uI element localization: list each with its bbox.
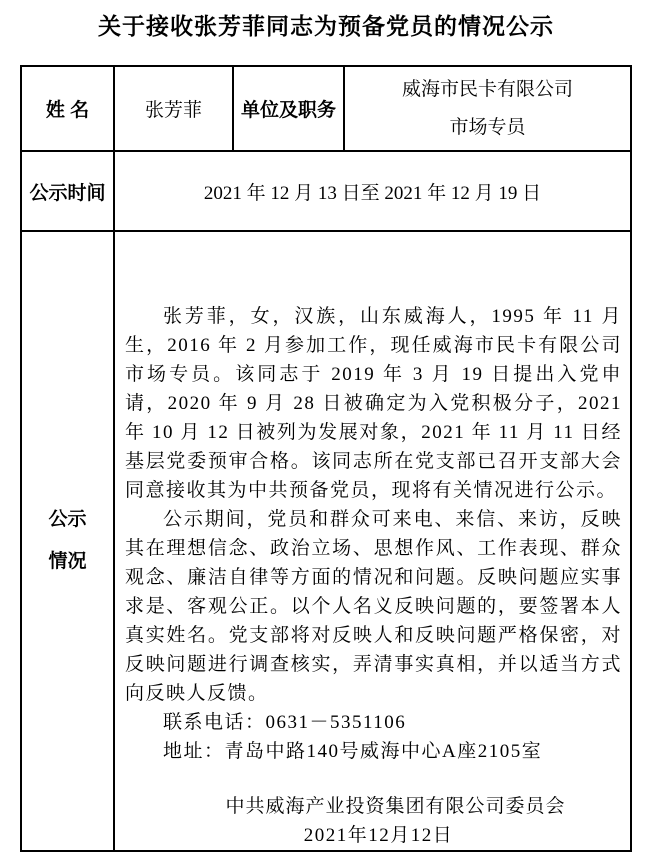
status-label-line2: 情况 [48,551,87,572]
document-title: 关于接收张芳菲同志为预备党员的情况公示 [98,13,554,39]
status-label-cell [21,231,114,851]
contact-phone-line: 联系电话：0631－5351106 [163,712,407,733]
status-paragraph-feedback: 公示期间，党员和群众可来电、来信、来访，反映其在理想信念、政治立场、思想作风、工作表现、群众观念、廉洁自律等方面的情况和问题。反映问题应实事求是、客观公正。以个人名义反映问题的，要签署本人真实姓名。党支部将对反映人和反映问题严格保密，对反映问题进行调查核实，弄清事实真相，并以适当方式向反映人反馈。 [125,509,622,704]
unit-value-cell [344,66,631,151]
time-value-cell: 2021 年 12 月 13 日至 2021 年 12 月 19 日 [114,151,631,231]
signature-date-line: 2021年12月12日 [303,825,454,846]
unit-label-cell: 单位及职务 [233,66,344,151]
status-label-line1: 公示 [48,509,87,530]
unit-company-line: 威海市民卡有限公司 [401,78,573,100]
status-content [115,232,630,850]
name-label-cell: 姓 名 [21,66,114,151]
status-content-cell [114,231,631,851]
signature-org-line: 中共威海产业投资集团有限公司委员会 [225,796,566,817]
table-row-time [21,151,631,231]
name-value-cell: 张芳菲 [114,66,233,151]
signature-block [125,792,622,850]
status-paragraph-biography: 张芳菲，女，汉族，山东威海人，1995 年 11 月生，2016 年 2 月参加工作，现任威海市民卡有限公司市场专员。该同志于 2019 年 3 月 19 日提出入党申请，2020 年 9 月 28 日被确定为入党积极分子，2021 年 10 月 12 日被列为发展对象，2021 年 11 月 11 日经基层党委预审合格。该同志所在党支部已召开支部大会同意接收其为中共预备党员，现将有关情况进行公示。 [125,306,622,501]
contact-address-line: 地址：青岛中路140号威海中心A座2105室 [163,741,543,762]
unit-position-line: 市场专员 [449,116,526,138]
time-label-cell: 公示时间 [21,151,114,231]
notice-table [20,65,632,852]
table-row-status [21,231,631,851]
table-row-name [21,66,631,151]
